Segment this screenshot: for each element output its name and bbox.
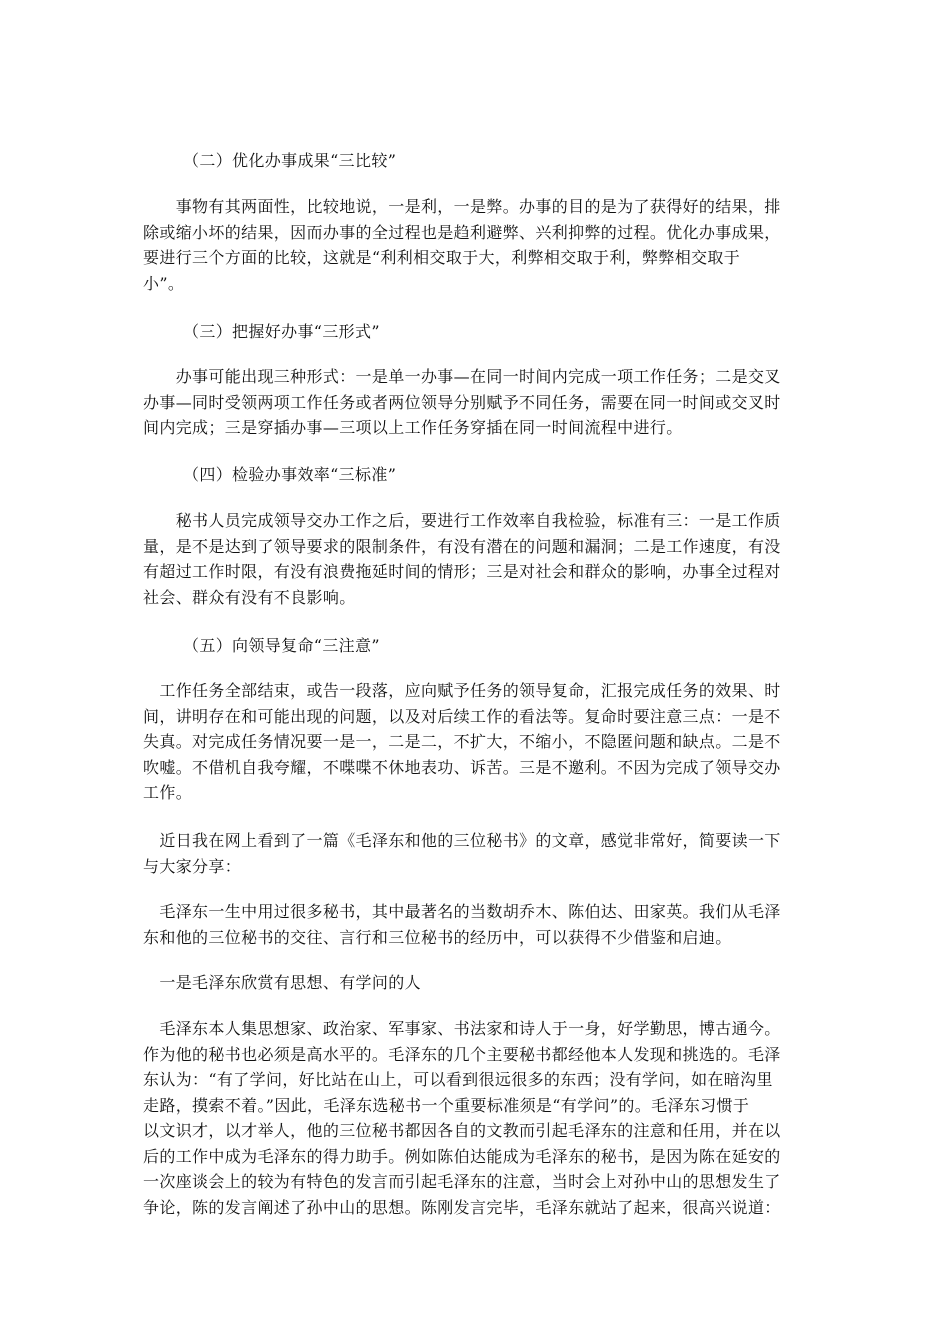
paragraph-line: 秘书人员完成领导交办工作之后，要进行工作效率自我检验，标准有三：一是工作质 [143,511,781,530]
paragraph-line: 近日我在网上看到了一篇《毛泽东和他的三位秘书》的文章，感觉非常好，简要读一下 [143,831,781,850]
paragraph-line: 社会、群众有没有不良影响。 [143,587,356,607]
paragraph-secretaries [143,899,808,950]
heading-line: （三）把握好办事“三形式” [183,322,380,341]
paragraph-line: 失真。对完成任务情况要一是一，二是二，不扩大，不缩小，不隐匿问题和缺点。二是不 [143,732,781,751]
paragraph-line: 毛泽东本人集思想家、政治家、军事家、书法家和诗人于一身，好学勤思，博古通今。 [143,1019,781,1038]
paragraph-line: 有超过工作时限，有没有浪费拖延时间的情形；三是对社会和群众的影响，办事全过程对 [143,562,781,581]
paragraph-line: 一是毛泽东欣赏有思想、有学问的人 [143,973,421,992]
paragraph-line: 以文识才，以才举人，他的三位秘书都因各自的文教而引起毛泽东的注意和任用，并在以 [143,1121,781,1140]
paragraph-forms [143,364,808,441]
paragraph-comparison [143,194,808,296]
section-heading-5 [143,633,848,659]
paragraph-line: 间内完成；三是穿插办事—三项以上工作任务穿插在同一时间流程中进行。 [143,418,683,437]
paragraph-line: 后的工作中成为毛泽东的得力助手。例如陈伯达能成为毛泽东的秘书，是因为陈在延安的 [143,1146,781,1166]
section-heading-2 [143,148,848,174]
paragraph-article-intro [143,828,808,879]
paragraph-line: 事物有其两面性，比较地说，一是利，一是弊。办事的目的是为了获得好的结果，排 [143,197,781,216]
paragraph-line: 办事可能出现三种形式：一是单一办事—在同一时间内完成一项工作任务；二是交叉 [143,367,781,386]
paragraph-point-one [143,970,808,996]
paragraph-line: 吹嘘。不借机自我夸耀，不喋喋不休地表功、诉苦。三是不邀利。不因为完成了领导交办 [143,757,781,777]
paragraph-line: 一次座谈会上的较为有特色的发言而引起毛泽东的注意，当时会上对孙中山的思想发生了 [143,1172,781,1191]
paragraph-line: 东和他的三位秘书的交往、言行和三位秘书的经历中，可以获得不少借鉴和启迪。 [143,927,732,947]
paragraph-line: 走路，摸索不着。”因此，毛泽东选秘书一个重要标准须是“有学问”的。毛泽东习惯于 [143,1095,750,1115]
paragraph-line: 工作任务全部结束，或告一段落，应向赋予任务的领导复命，汇报完成任务的效果、时 [143,681,781,700]
heading-line: （四）检验办事效率“三标准” [183,465,397,484]
paragraph-report [143,678,808,806]
paragraph-line: 量，是不是达到了领导要求的限制条件，有没有潜在的问题和漏洞；二是工作速度，有没 [143,536,781,556]
paragraph-standards [143,508,808,610]
paragraph-scholarship [143,1016,808,1220]
paragraph-line: 争论，陈的发言阐述了孙中山的思想。陈刚发言完毕，毛泽东就站了起来，很高兴说道： [143,1197,781,1217]
section-heading-4 [143,462,848,488]
heading-line: （二）优化办事成果“三比较” [183,151,397,170]
section-heading-3 [143,319,848,345]
paragraph-line: 工作。 [143,783,193,802]
heading-line: （五）向领导复命“三注意” [183,636,380,655]
paragraph-line: 与大家分享： [143,856,242,876]
paragraph-line: 小”。 [143,273,185,293]
paragraph-line: 除或缩小坏的结果，因而办事的全过程也是趋利避弊、兴利抑弊的过程。优化办事成果， [143,222,781,242]
paragraph-line: 间，讲明存在和可能出现的问题，以及对后续工作的看法等。复命时要注意三点：一是不 [143,706,781,726]
paragraph-line: 要进行三个方面的比较，这就是“利利相交取于大，利弊相交取于利，弊弊相交取于 [143,248,741,267]
paragraph-line: 作为他的秘书也必须是高水平的。毛泽东的几个主要秘书都经他本人发现和挑选的。毛泽 [143,1044,781,1064]
paragraph-line: 毛泽东一生中用过很多秘书，其中最著名的当数胡乔木、陈伯达、田家英。我们从毛泽 [143,902,781,921]
paragraph-line: 东认为：“有了学问，好比站在山上，可以看到很远很多的东西；没有学问，如在暗沟里 [143,1070,773,1089]
paragraph-line: 办事—同时受领两项工作任务或者两位领导分别赋予不同任务，需要在同一时间或交叉时 [143,392,781,412]
